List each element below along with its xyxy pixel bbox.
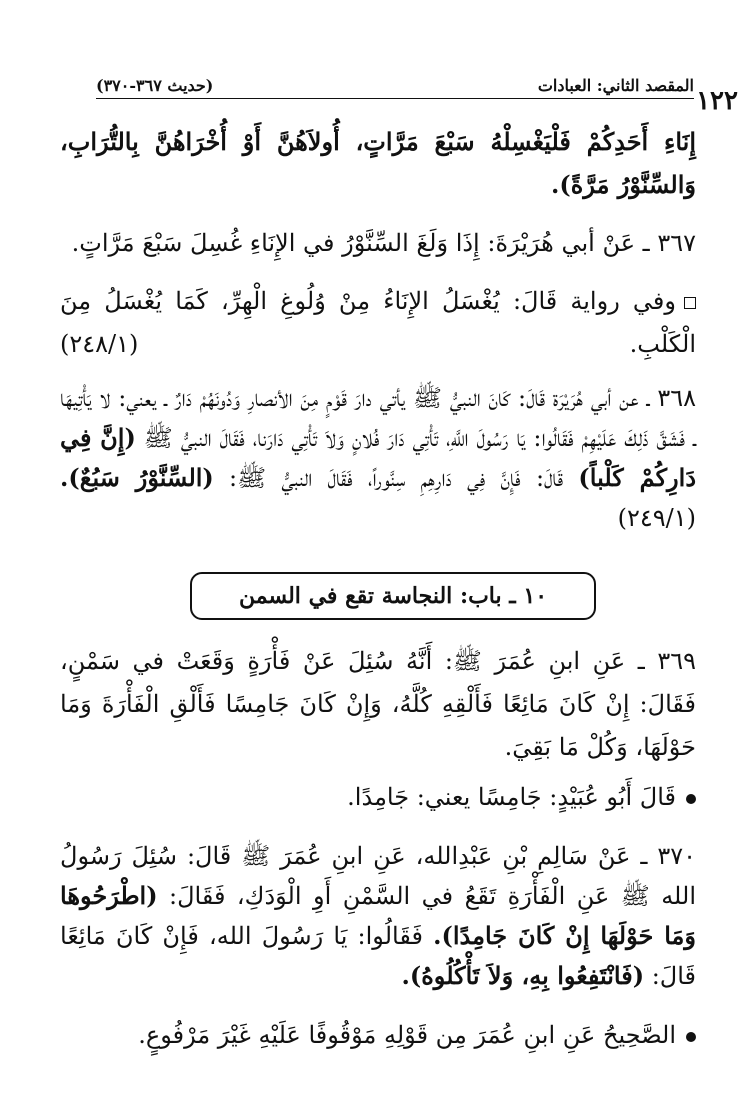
paragraph-text: ٣٦٨ ـ عن أبي هُرَيْرَة قَالَ: كَانَ النبيُّ ﷺ يأتي دارَ قَوْمٍ مِنَ الأنصارِ وَدُونَهُمْ دَارٌ ـ يعني: لا يَأْتِيهَا ـ فَشَقَّ ذَلِكَ عَلَيْهِمْ فَقَالُوا: يَا رَسُولَ اللَّهِ، تَأْتِي دَارَ فُلانٍ وَلاَ تَأْتِي دَارَنا، فَقَالَ النبيُّ ﷺ xyxy=(60,384,697,452)
chapter-title: ١٠ ـ باب: النجاسة تقع في السمن xyxy=(239,583,548,609)
paragraph-text: قَالَ أَبُو عُبَيْدٍ: جَامِسًا يعني: جَامِدًا. xyxy=(347,783,676,811)
bullet-icon xyxy=(686,794,696,804)
paragraph-text: ٣٧٠ ـ عَنْ سَالِمِ بْنِ عَبْدِالله، عَنِ ابنِ عُمَرَ ﷺ قَالَ: سُئِلَ رَسُولُ الله ﷺ عَنِ الْفَأْرَةِ تَقَعُ في السَّمْنِ أَوِ الْوَدَكِ، فَقَالَ: xyxy=(60,842,696,910)
hadith-369 xyxy=(60,640,696,769)
hadith-367-variant xyxy=(60,280,696,366)
abu-ubayd-note xyxy=(60,776,696,819)
authenticity-note xyxy=(60,1014,696,1057)
prophetic-quote: (فَانْتَفِعُوا بِهِ، وَلاَ تَأْكُلُوهُ). xyxy=(401,961,645,990)
running-header xyxy=(96,76,694,99)
header-title: المقصد الثاني: العبادات xyxy=(537,76,694,95)
hadith-367 xyxy=(60,222,696,265)
paragraph-continuation xyxy=(60,120,696,206)
paragraph-text: وفي رواية قَالَ: يُغْسَلُ الإِنَاءُ مِنْ وُلُوغِ الْهِرِّ، كَمَا يُغْسَلُ مِنَ الْكَلْبِ. xyxy=(60,287,696,358)
prophetic-quote: (اطْرَحُوهَا وَمَا حَوْلَهَا إِنْ كَانَ جَامِدًا). xyxy=(60,881,696,950)
paragraph-text: الصَّحِيحُ عَنِ ابنِ عُمَرَ مِن قَوْلِهِ مَوْقُوفًا عَلَيْهِ غَيْرَ مَرْفُوعٍ. xyxy=(138,1021,676,1049)
paragraph-text: ٣٦٧ ـ عَنْ أبي هُرَيْرَةَ: إِذَا وَلَغَ السِّنَّوْرُ في الإِنَاءِ غُسِلَ سَبْعَ مَرَّاتٍ. xyxy=(71,229,696,257)
paragraph-text: ٣٦٩ ـ عَنِ ابنِ عُمَرَ ﷺ: أَنَّهُ سُئِلَ عَنْ فَأْرَةٍ وَقَعَتْ في سَمْنٍ، فَقَالَ: إِنْ كَانَ مَائِعًا فَأَلْقِهِ كُلَّهُ، وَإِنْ كَانَ جَامِسًا فَأَلْقِ الْفَأْرَةَ وَمَا حَوْلَهَا، وَكُلْ مَا بَقِيَ. xyxy=(60,647,696,761)
bullet-icon xyxy=(686,1032,696,1042)
volume-page-ref: (٢٤٩/١) xyxy=(617,504,696,532)
paragraph-text: فَقَالُوا: يَا رَسُولَ الله، فَإِنْ كَانَ مَائِعًا قَالَ: xyxy=(60,922,696,990)
paragraph-text: إِنَاءِ أَحَدِكُمْ فَلْيَغْسِلْهُ سَبْعَ مَرَّاتٍ، أُولاَهُنَّ أَوْ أُخْرَاهُنَّ بِالتُّرَابِ، وَالسِّنَّوْرُ مَرَّةً). xyxy=(60,127,696,199)
prophetic-quote: (إِنَّ فِي دَارِكُمْ كَلْباً) xyxy=(60,423,697,492)
square-marker-icon xyxy=(684,297,696,309)
paragraph-text: قَالَ: فَإِنَّ فِي دَارِهِمِ سِنَّوراً، فَقَالَ النبيُّ ﷺ: xyxy=(229,464,564,492)
header-hadith-range: (حديث ٣٦٧-٣٧٠) xyxy=(96,76,214,95)
chapter-heading-box xyxy=(190,572,596,620)
volume-page-ref: (٢٤٨/١) xyxy=(60,330,139,358)
hadith-368 xyxy=(60,378,696,538)
prophetic-quote: (السِّنَّوْرُ سَبُعٌ). xyxy=(60,463,214,492)
page-number: ١٢٢ xyxy=(696,86,738,116)
hadith-370 xyxy=(60,836,696,996)
